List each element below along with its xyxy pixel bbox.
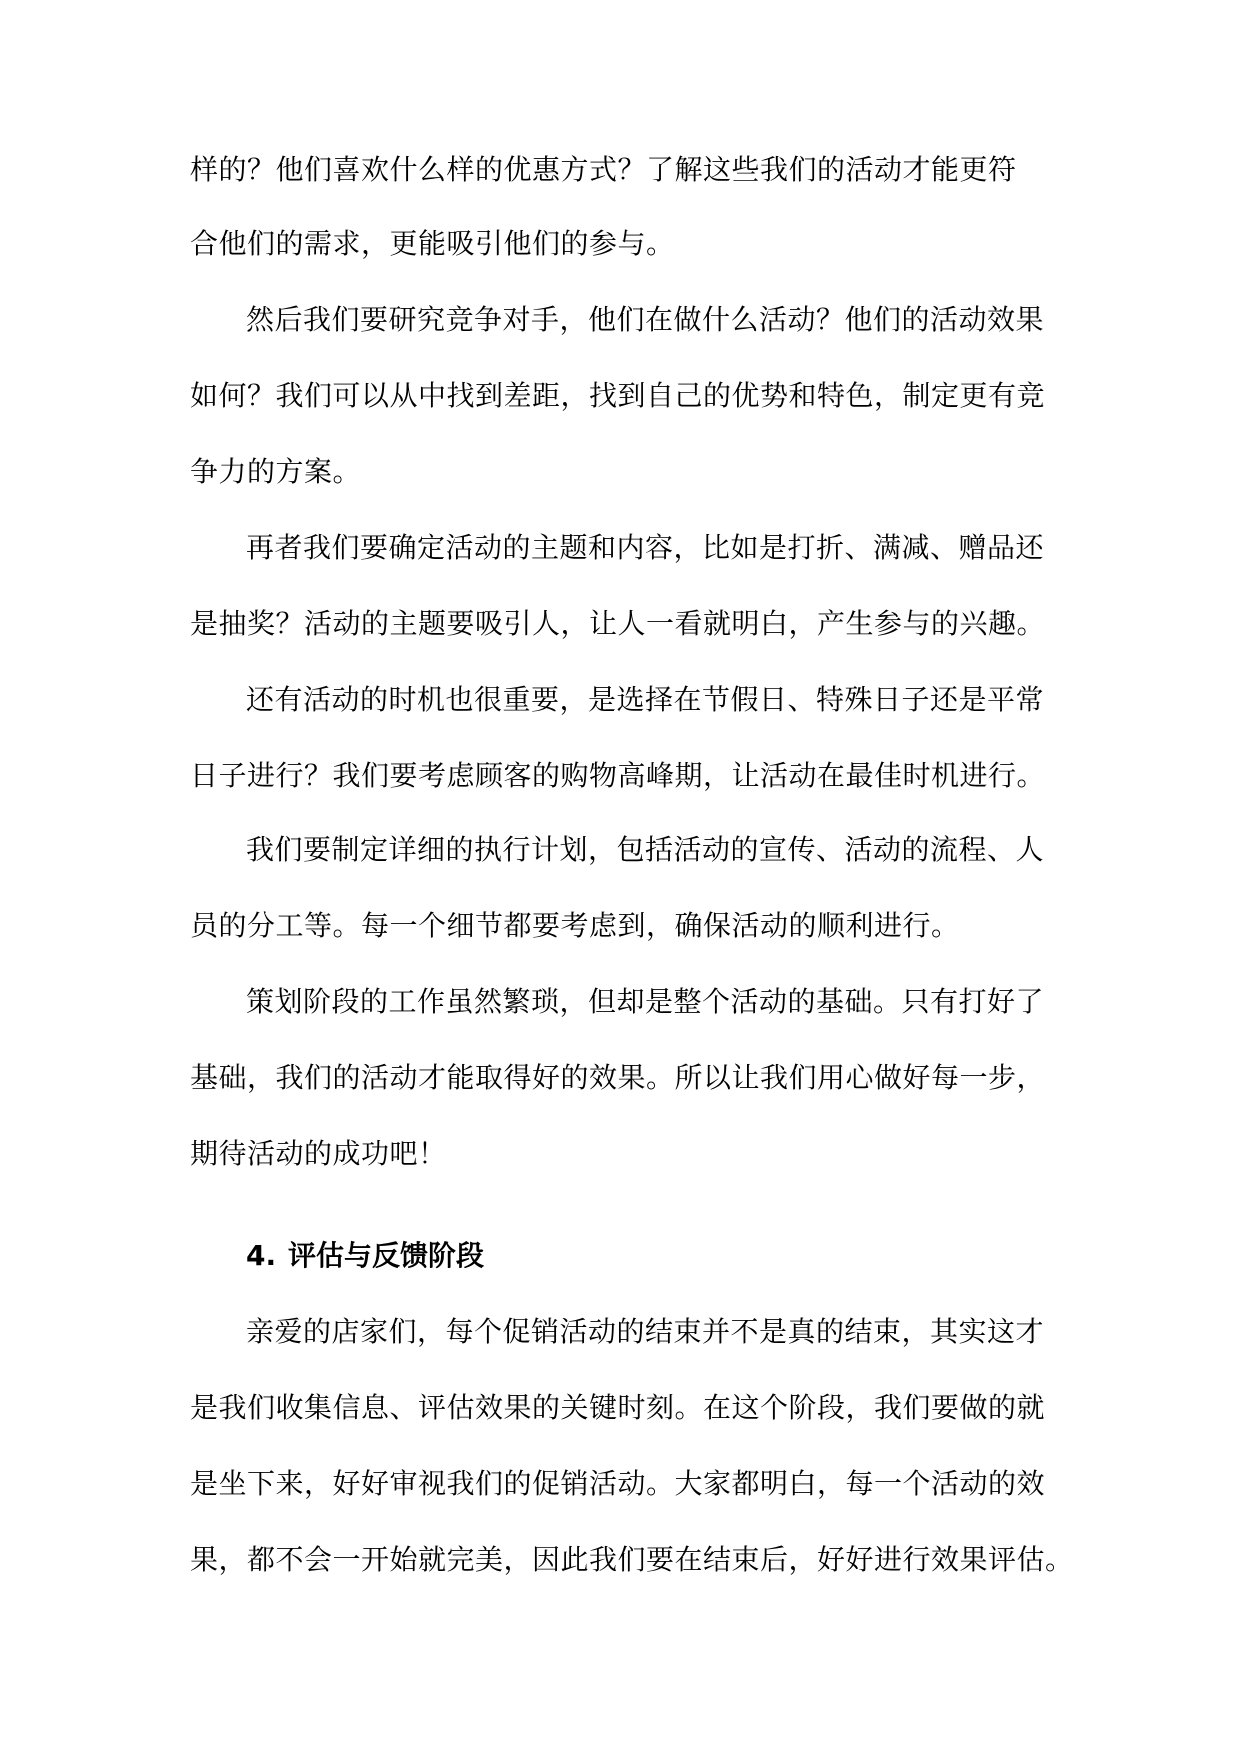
paragraph-line: 如何？我们可以从中找到差距，找到自己的优势和特色，制定更有竞 xyxy=(190,379,1046,412)
paragraph-line: 再者我们要确定活动的主题和内容，比如是打折、满减、赠品还 xyxy=(246,531,1045,564)
section-number: 4. xyxy=(246,1239,277,1272)
paragraph-line: 是我们收集信息、评估效果的关键时刻。在这个阶段，我们要做的就 xyxy=(190,1391,1046,1424)
paragraph-line: 样的？他们喜欢什么样的优惠方式？了解这些我们的活动才能更符 xyxy=(190,153,1017,186)
paragraph-line: 基础，我们的活动才能取得好的效果。所以让我们用心做好每一步， xyxy=(190,1061,1046,1094)
paragraph-line: 日子进行？我们要考虑顾客的购物高峰期，让活动在最佳时机进行。 xyxy=(190,759,1046,792)
paragraph-line: 还有活动的时机也很重要，是选择在节假日、特殊日子还是平常 xyxy=(246,683,1045,716)
paragraph-line: 是抽奖？活动的主题要吸引人，让人一看就明白，产生参与的兴趣。 xyxy=(190,607,1046,640)
paragraph-line: 果，都不会一开始就完美，因此我们要在结束后，好好进行效果评估。 xyxy=(190,1543,1074,1576)
paragraph-line: 期待活动的成功吧！ xyxy=(190,1137,447,1170)
paragraph-line: 策划阶段的工作虽然繁琐，但却是整个活动的基础。只有打好了 xyxy=(246,985,1045,1018)
paragraph-line: 然后我们要研究竞争对手，他们在做什么活动？他们的活动效果 xyxy=(246,303,1045,336)
paragraph-line: 争力的方案。 xyxy=(190,455,362,488)
section-title: 评估与反馈阶段 xyxy=(288,1239,485,1272)
paragraph-line: 是坐下来，好好审视我们的促销活动。大家都明白，每一个活动的效 xyxy=(190,1467,1046,1500)
paragraph-line: 亲爱的店家们，每个促销活动的结束并不是真的结束，其实这才 xyxy=(246,1315,1045,1348)
paragraph-line: 我们要制定详细的执行计划，包括活动的宣传、活动的流程、人 xyxy=(246,833,1045,866)
paragraph-line: 员的分工等。每一个细节都要考虑到，确保活动的顺利进行。 xyxy=(190,909,960,942)
paragraph-line: 合他们的需求，更能吸引他们的参与。 xyxy=(190,227,675,260)
section-heading xyxy=(246,1238,484,1274)
